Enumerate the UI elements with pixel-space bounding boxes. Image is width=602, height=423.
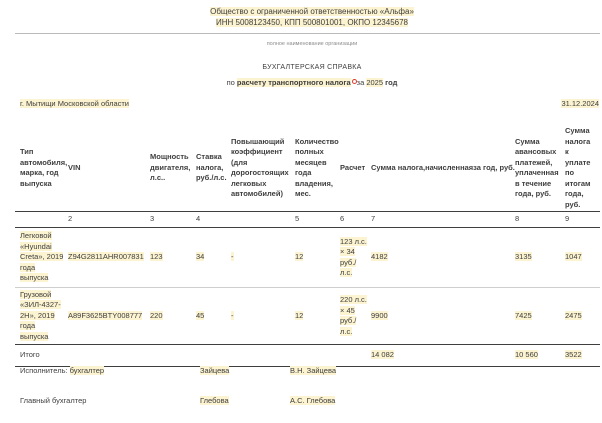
col-header-advance-payments: Сумма авансовых платежей, уплаченная в течение года, руб.	[515, 136, 559, 198]
column-number: 7	[371, 212, 515, 228]
col-header-vehicle-type: Тип автомобиля, марка, год выпуска	[20, 147, 68, 188]
chief-role-plain: Главный бухгалтер	[20, 396, 87, 405]
column-number: 8	[515, 212, 565, 228]
col-header-tax-rate: Ставка налога, руб./л.с.	[196, 152, 227, 183]
empty-cell	[68, 345, 150, 367]
months-cell	[295, 228, 340, 288]
signature-row-chief-accountant	[20, 396, 602, 408]
total-advance-cell	[515, 345, 565, 367]
transport-tax-table	[15, 125, 600, 367]
column-numbers-row	[15, 212, 600, 228]
company-caption: полное наименование организации	[266, 41, 358, 47]
tax-due-cell	[565, 288, 600, 345]
signature-row-executor	[20, 366, 602, 378]
place-text: г. Мытищи Московской области	[20, 99, 129, 108]
total-tax-accrued-text: 14 082	[371, 350, 394, 360]
vehicle-type-text: Грузовой «ЗИЛ-4327-2Н», 2019 года выпуска	[20, 289, 61, 341]
spellcheck-circle-icon	[352, 79, 357, 84]
calc-cell	[340, 228, 371, 288]
tax-due-text: 2475	[565, 310, 582, 320]
company-name	[0, 7, 602, 16]
subtitle-prefix: по	[226, 78, 237, 87]
months-cell	[295, 288, 340, 345]
advance-cell	[515, 228, 565, 288]
doc-subtitle	[0, 78, 602, 87]
vin-cell	[68, 288, 150, 345]
executor-role-marked: бухгалтер	[69, 366, 105, 375]
rate-text: 45	[196, 310, 205, 320]
total-advance-text: 10 560	[515, 350, 538, 360]
advance-text: 7425	[515, 310, 532, 320]
subtitle-za: за	[356, 78, 367, 87]
vin-text: A89F3625BTY008777	[68, 310, 143, 320]
doc-title: БУХГАЛТЕРСКАЯ СПРАВКА	[262, 64, 362, 71]
company-ids	[0, 18, 602, 27]
total-label-cell: Итого	[15, 345, 68, 367]
empty-cell	[295, 345, 340, 367]
total-tax-due-cell	[565, 345, 600, 367]
power-cell	[150, 228, 196, 288]
column-number: 9	[565, 212, 600, 228]
executor-signature: Зайцева	[200, 366, 230, 375]
tax-accrued-text: 4182	[371, 252, 388, 262]
chief-fullname: А.С. Глебова	[290, 396, 336, 405]
rate-cell	[196, 288, 231, 345]
months-text: 12	[295, 252, 304, 262]
total-row	[15, 345, 600, 367]
tax-accrued-cell	[371, 288, 515, 345]
multiplier-text: -	[231, 252, 234, 262]
tax-accrued-cell	[371, 228, 515, 288]
empty-cell	[231, 345, 295, 367]
vehicle-type-cell	[15, 288, 68, 345]
col-header-engine-power: Мощность двигателя, л.с..	[150, 152, 191, 183]
company-ids-text: ИНН 5008123450, КПП 500801001, ОКПО 12345678	[215, 18, 408, 27]
column-number: 3	[150, 212, 196, 228]
chief-role-label	[20, 396, 86, 405]
months-text: 12	[295, 310, 304, 320]
rate-cell	[196, 228, 231, 288]
tax-due-text: 1047	[565, 252, 582, 262]
advance-cell	[515, 288, 565, 345]
empty-cell	[340, 345, 371, 367]
company-name-text: Общество с ограниченной ответственностью «Альфа»	[210, 7, 414, 16]
vehicle-type-cell	[15, 228, 68, 288]
header-divider	[15, 33, 600, 34]
column-number	[15, 212, 68, 228]
executor-fullname: В.Н. Зайцева	[290, 366, 337, 375]
total-tax-due-text: 3522	[565, 350, 582, 360]
vehicle-type-text: Легковой «Hyundai Creta», 2019 года выпуска	[20, 231, 64, 283]
column-number: 5	[295, 212, 340, 228]
column-number: 4	[196, 212, 231, 228]
column-number: 2	[68, 212, 150, 228]
subtitle-god: год	[383, 78, 398, 87]
executor-role-plain: Исполнитель:	[20, 366, 70, 375]
col-header-months-owned: Количество полных месяцев года владения, мес.	[295, 136, 339, 198]
tax-due-cell	[565, 228, 600, 288]
date-text: 31.12.2024	[561, 99, 599, 108]
power-text: 123	[150, 252, 163, 262]
col-header-multiplier: Повышающий коэффициент (для дорогостоящих легковых автомобилей)	[231, 136, 289, 198]
column-number	[231, 212, 295, 228]
power-cell	[150, 288, 196, 345]
total-tax-accrued-cell	[371, 345, 515, 367]
multiplier-cell	[231, 288, 295, 345]
vin-cell	[68, 228, 150, 288]
multiplier-text: -	[231, 310, 234, 320]
col-header-tax-accrued: Сумма налога,начисленнаяза год, руб.	[371, 162, 515, 172]
rate-text: 34	[196, 252, 205, 262]
col-header-calculation: Расчет	[340, 162, 366, 172]
calc-text: 123 л.с. × 34 руб./ л.с.	[340, 236, 367, 277]
multiplier-cell	[231, 228, 295, 288]
col-header-vin: VIN	[68, 162, 81, 172]
subtitle-subject: расчету транспортного налога	[236, 78, 351, 87]
place-label	[20, 99, 129, 108]
executor-role-label	[20, 366, 104, 375]
vin-text: Z94G2811AHR007831	[68, 252, 144, 262]
subtitle-year: 2025	[366, 78, 384, 87]
col-header-tax-due: Сумма налога к уплате по итогам года, руб.	[565, 126, 591, 209]
calc-text: 220 л.с. × 45 руб./ л.с.	[340, 295, 367, 336]
power-text: 220	[150, 310, 163, 320]
tax-accrued-text: 9900	[371, 310, 388, 320]
chief-signature: Глебова	[200, 396, 229, 405]
advance-text: 3135	[515, 252, 532, 262]
calc-cell	[340, 288, 371, 345]
date-label	[561, 99, 599, 108]
column-number: 6	[340, 212, 371, 228]
empty-cell	[196, 345, 231, 367]
vehicle-row-hyundai	[15, 228, 600, 288]
empty-cell	[150, 345, 196, 367]
table-header-row	[15, 125, 600, 212]
vehicle-row-zil	[15, 288, 600, 345]
